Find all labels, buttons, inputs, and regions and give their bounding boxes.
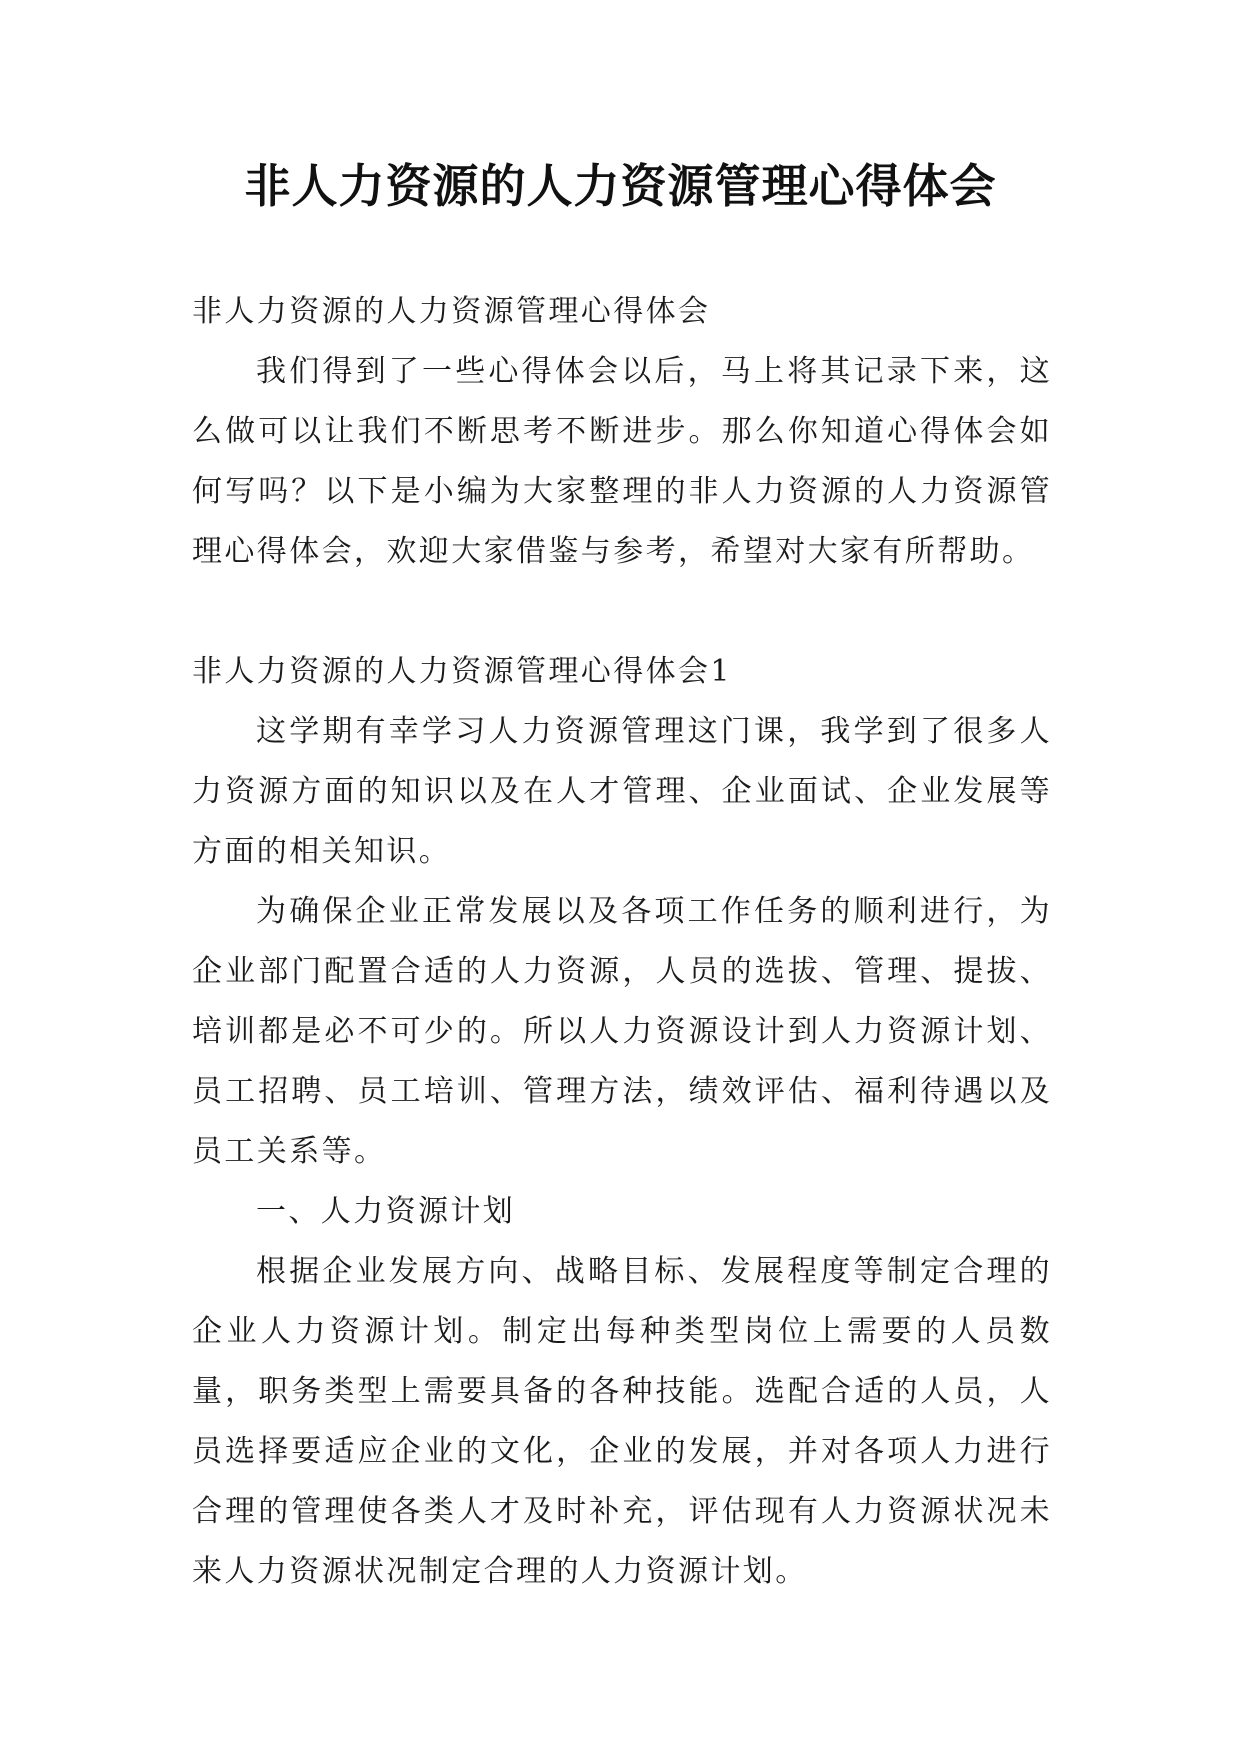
- body-paragraph: 这学期有幸学习人力资源管理这门课，我学到了很多人力资源方面的知识以及在人才管理、企业面试、企业发展等方面的相关知识。: [192, 714, 1052, 869]
- intro-heading: 非人力资源的人力资源管理心得体会: [192, 294, 711, 329]
- body-paragraph: 根据企业发展方向、战略目标、发展程度等制定合理的企业人力资源计划。制定出每种类型岗位上需要的人员数量，职务类型上需要具备的各种技能。选配合适的人员，人员选择要适应企业的文化，企业的发展，并对各项人力进行合理的管理使各类人才及时补充，评估现有人力资源状况未来人力资源状况制定合理的人力资源计划。: [192, 1254, 1052, 1589]
- paragraph-spacer: [192, 582, 1052, 642]
- document-body: [192, 282, 1052, 1602]
- body-paragraph: 为确保企业正常发展以及各项工作任务的顺利进行，为企业部门配置合适的人力资源，人员的选拔、管理、提拔、培训都是必不可少的。所以人力资源设计到人力资源计划、员工招聘、员工培训、管理方法，绩效评估、福利待遇以及员工关系等。: [192, 894, 1052, 1169]
- subsection-heading: 一、人力资源计划: [256, 1194, 516, 1229]
- intro-paragraph: 我们得到了一些心得体会以后，马上将其记录下来，这么做可以让我们不断思考不断进步。那么你知道心得体会如何写吗？以下是小编为大家整理的非人力资源的人力资源管理心得体会，欢迎大家借鉴与参考，希望对大家有所帮助。: [192, 354, 1052, 569]
- page-title: 非人力资源的人力资源管理心得体会: [244, 159, 997, 213]
- section-heading: 非人力资源的人力资源管理心得体会1: [192, 654, 732, 689]
